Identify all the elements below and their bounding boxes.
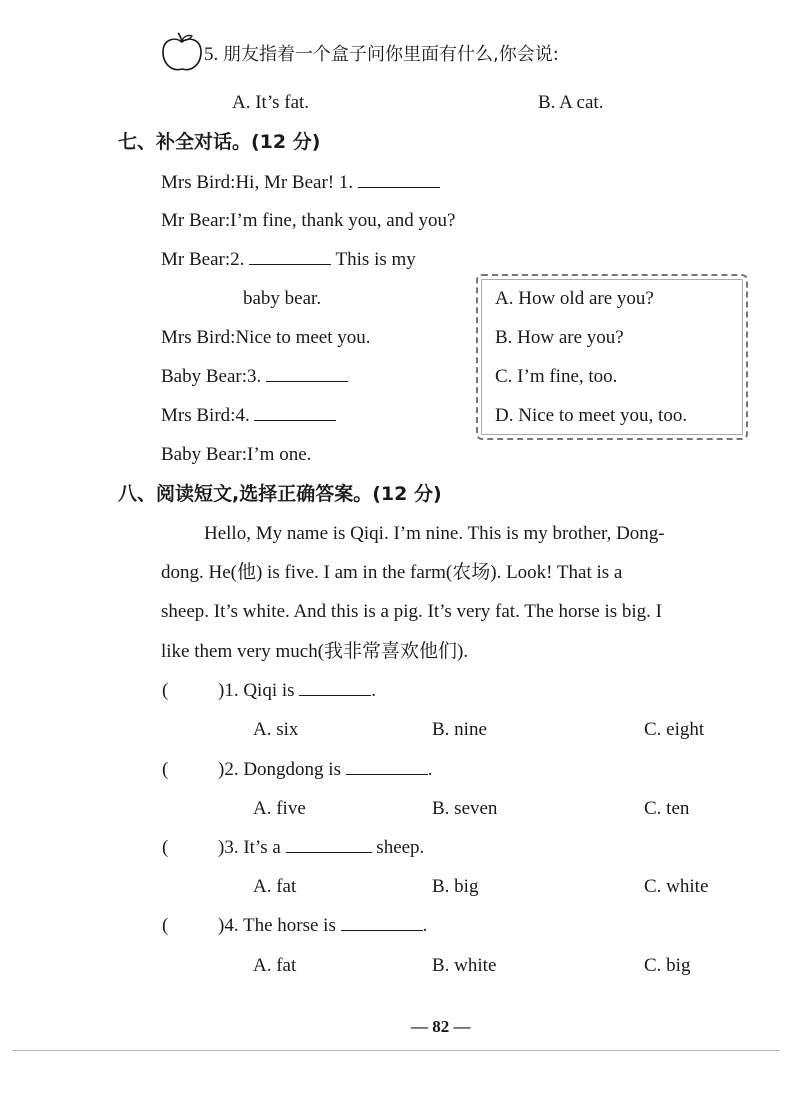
answer-blank[interactable]	[299, 694, 371, 696]
q1-option-b: B. nine	[432, 719, 487, 740]
paren-close: )	[218, 837, 225, 858]
dialog-line-6	[161, 406, 336, 425]
answer-paren-open[interactable]: (	[162, 680, 169, 701]
dialog-prefix: 4.	[235, 405, 250, 426]
q1-option-a: A. six	[253, 719, 299, 740]
dialog-text: I’m one.	[247, 444, 312, 465]
q4-option-c: C. big	[644, 955, 691, 976]
dialog-text: I’m fine, thank you, and you?	[230, 210, 456, 231]
answer-blank[interactable]	[249, 263, 331, 265]
dialog-line-7	[161, 445, 311, 464]
q2-option-b: B. seven	[432, 798, 498, 819]
dialog-text: This is my	[335, 249, 416, 270]
q5-option-b: B. A cat.	[538, 92, 604, 113]
section7-heading: 七、补全对话。(12 分)	[118, 131, 321, 153]
q2-option-c: C. ten	[644, 798, 690, 819]
q5-text: 朋友指着一个盒子问你里面有什么,你会说:	[223, 44, 559, 65]
question-stem: 3. It’s a	[224, 837, 281, 858]
dialog-line-5	[161, 367, 348, 386]
paren-close: )	[218, 680, 225, 701]
q2-option-a: A. five	[253, 798, 306, 819]
speaker: Baby Bear:	[161, 366, 248, 387]
q4-option-b: B. white	[432, 955, 497, 976]
dialog-line-3	[161, 250, 416, 269]
speaker: Baby Bear:	[161, 444, 248, 465]
dialog-line-1	[161, 173, 440, 192]
q3-option-a: A. fat	[253, 876, 297, 897]
answer-blank[interactable]	[341, 929, 423, 931]
question-end: sheep.	[376, 837, 425, 858]
answer-paren-open[interactable]: (	[162, 759, 169, 780]
speaker: Mrs Bird:	[161, 172, 236, 193]
page-number: — 82 —	[411, 1017, 471, 1036]
dialog-text: Nice to meet you.	[235, 327, 371, 348]
dialog-line-3-cont: baby bear.	[243, 288, 322, 309]
dialog-line-2	[161, 211, 455, 230]
question-1	[162, 681, 376, 700]
question-stem: 1. Qiqi is	[224, 680, 295, 701]
answer-blank[interactable]	[346, 773, 428, 775]
answer-blank[interactable]	[286, 851, 372, 853]
q5-option-a: A. It’s fat.	[232, 92, 310, 113]
option-d: D. Nice to meet you, too.	[495, 405, 688, 426]
speaker: Mr Bear:	[161, 210, 231, 231]
q3-option-b: B. big	[432, 876, 479, 897]
passage-line-3: sheep. It’s white. And this is a pig. It’s very fat. The horse is big. I	[161, 601, 662, 622]
question-4	[162, 916, 427, 935]
dialog-prefix: 3.	[247, 366, 262, 387]
question-stem: 2. Dongdong is	[224, 759, 341, 780]
paren-close: )	[218, 759, 225, 780]
q1-option-c: C. eight	[644, 719, 705, 740]
question-2	[162, 760, 432, 779]
apple-icon	[160, 32, 204, 74]
question-end: .	[422, 915, 428, 936]
section8-heading: 八、阅读短文,选择正确答案。(12 分)	[118, 483, 442, 505]
question-end: .	[427, 759, 433, 780]
passage-line-4: like them very much(我非常喜欢他们).	[161, 641, 469, 662]
q4-option-a: A. fat	[253, 955, 297, 976]
footer-divider	[12, 1050, 780, 1051]
speaker: Mrs Bird:	[161, 405, 236, 426]
option-b: B. How are you?	[495, 327, 624, 348]
dialog-text: Hi, Mr Bear! 1.	[235, 172, 354, 193]
passage-line-1: Hello, My name is Qiqi. I’m nine. This is my brother, Dong-	[204, 523, 665, 544]
passage-line-2: dong. He(他) is five. I am in the farm(农场). Look! That is a	[161, 562, 623, 583]
q3-option-c: C. white	[644, 876, 709, 897]
answer-paren-open[interactable]: (	[162, 915, 169, 936]
speaker: Mrs Bird:	[161, 327, 236, 348]
option-a: A. How old are you?	[495, 288, 654, 309]
dialog-prefix: 2.	[230, 249, 245, 270]
q5-question	[204, 45, 559, 64]
answer-paren-open[interactable]: (	[162, 837, 169, 858]
speaker: Mr Bear:	[161, 249, 231, 270]
option-c: C. I’m fine, too.	[495, 366, 618, 387]
question-stem: 4. The horse is	[224, 915, 336, 936]
answer-blank[interactable]	[254, 419, 336, 421]
paren-close: )	[218, 915, 225, 936]
answer-blank[interactable]	[266, 380, 348, 382]
answer-blank[interactable]	[358, 186, 440, 188]
q5-number: 5.	[204, 44, 223, 65]
question-end: .	[371, 680, 377, 701]
dialog-line-4	[161, 328, 371, 347]
question-3	[162, 838, 424, 857]
